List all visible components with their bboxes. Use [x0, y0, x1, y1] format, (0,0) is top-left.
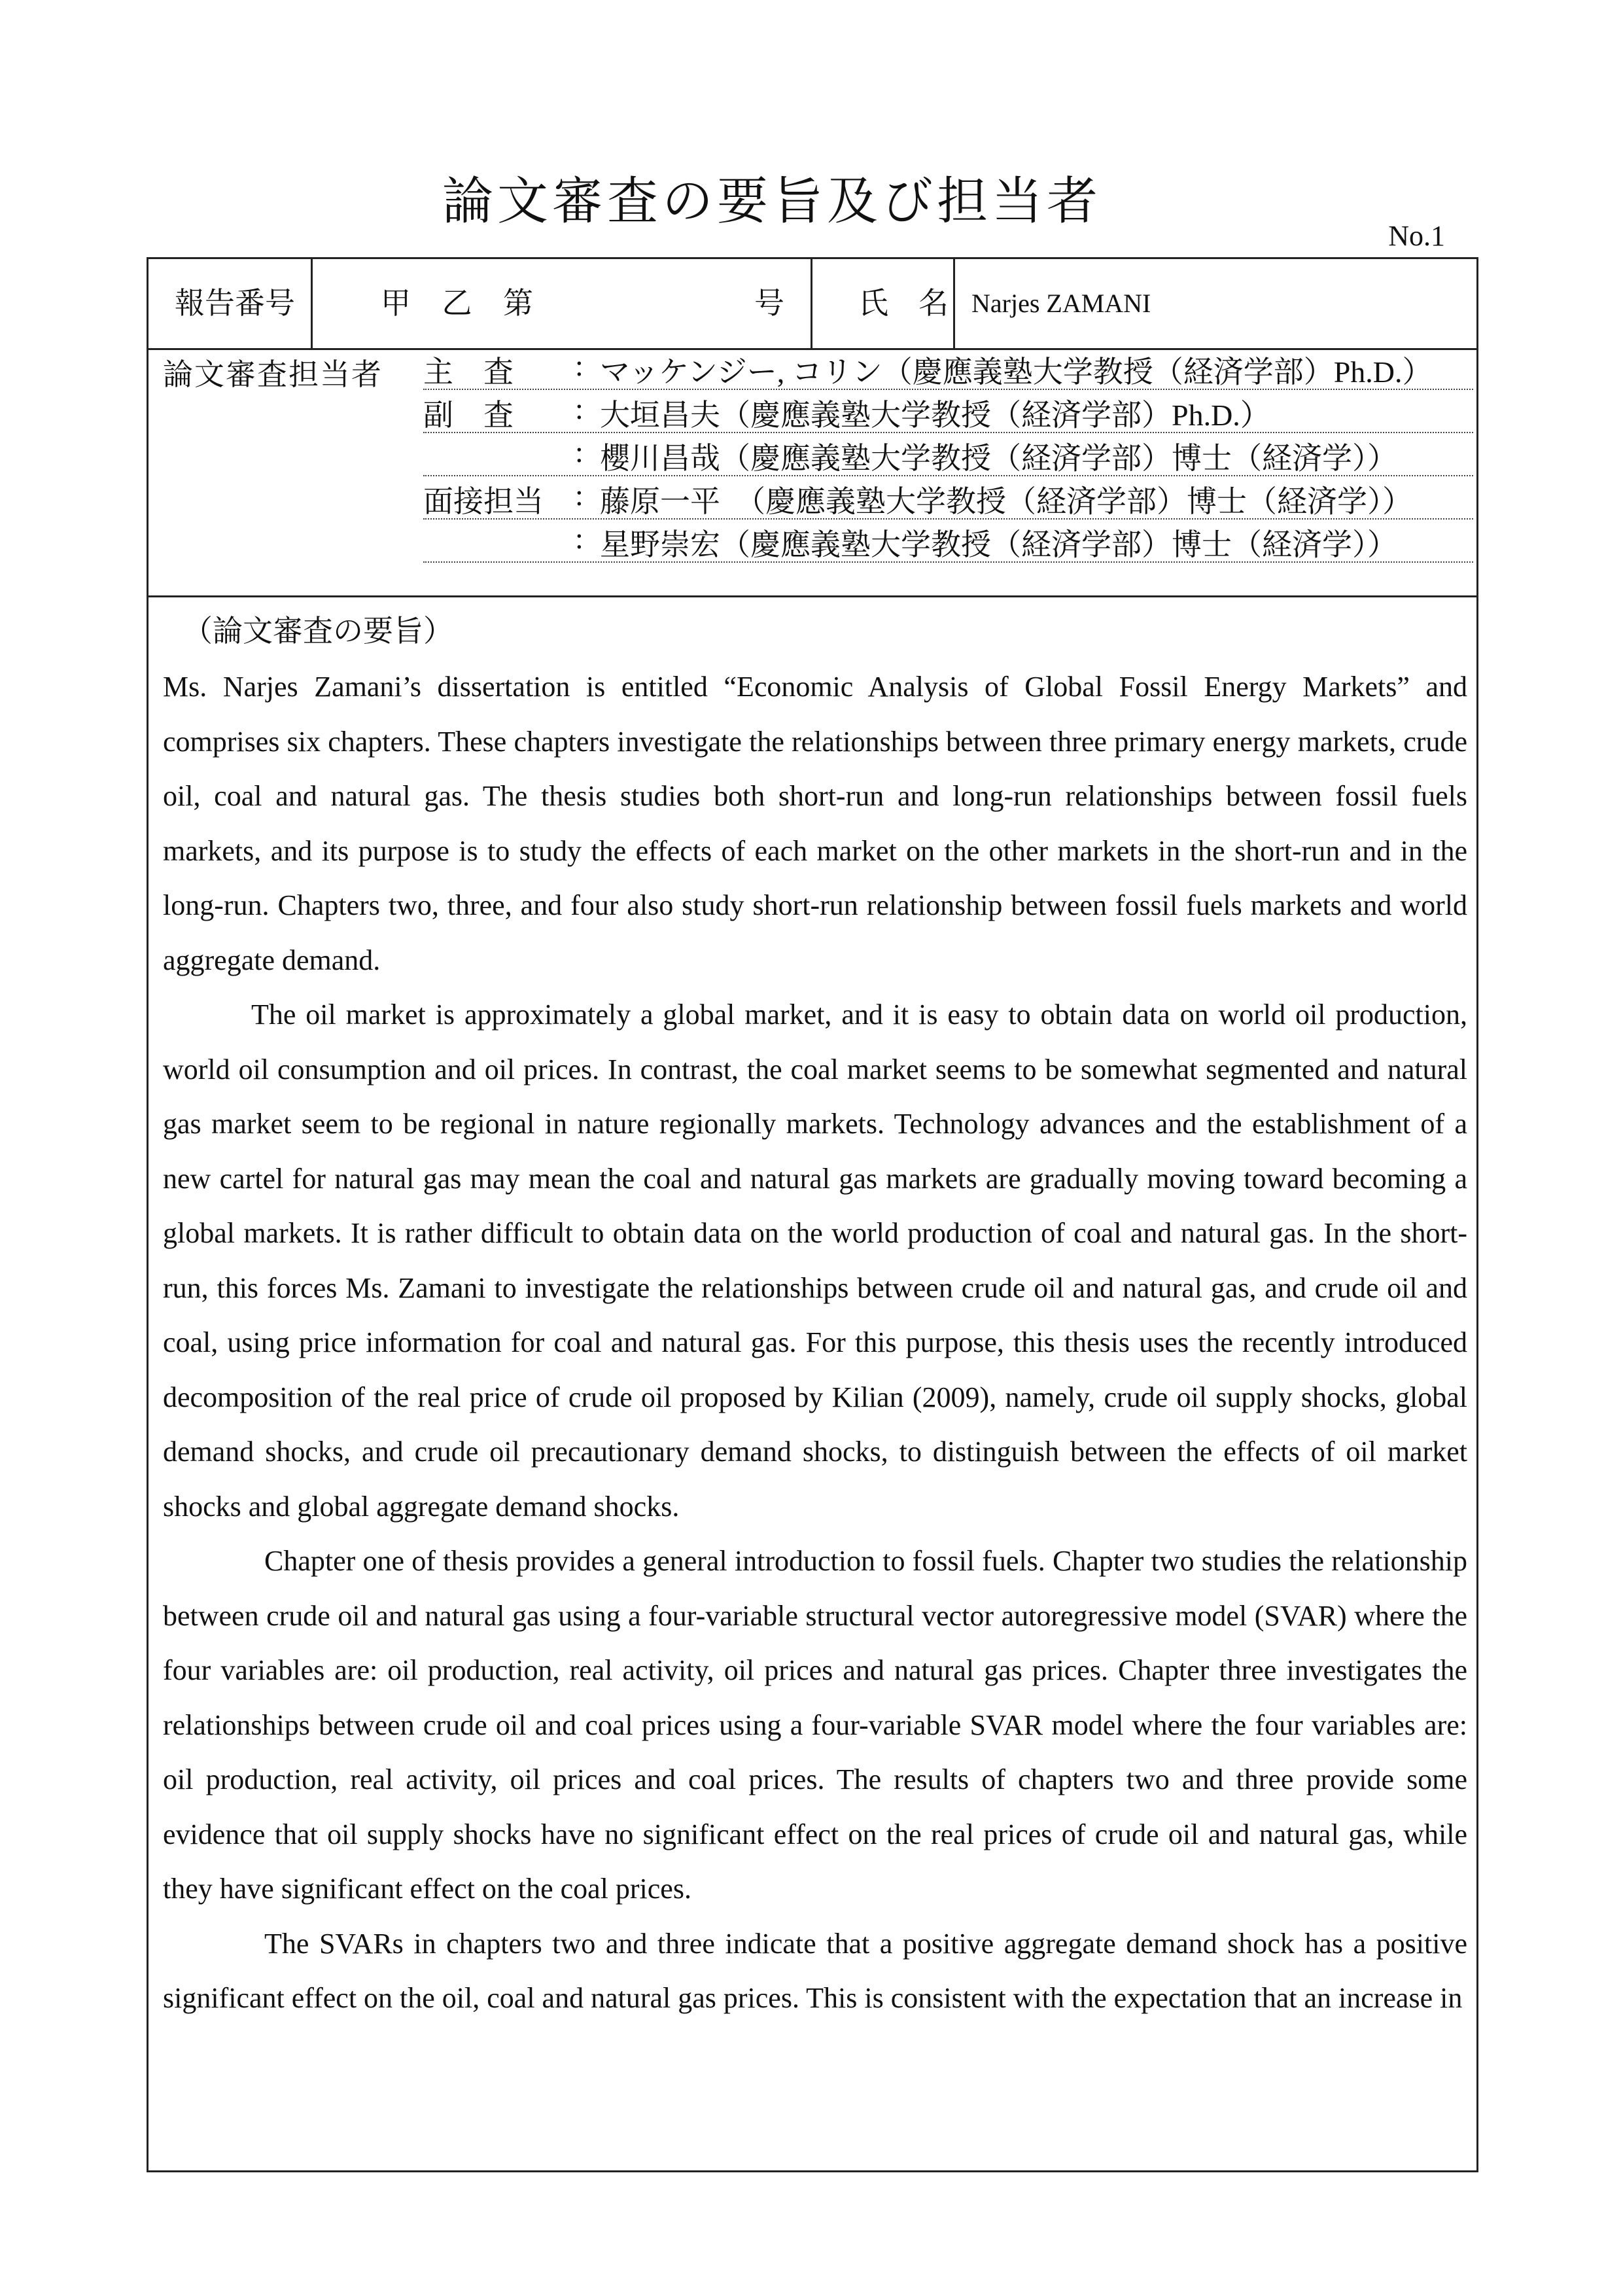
summary-paragraph: The oil market is approximately a global market, and it is easy to obtain data on world oil production, world oil consumption and oil prices. In contrast, the coal market seems to be somewhat segmented and natural gas market seem to be regional in nature regionally markets. Technology advances and the establishment of a new cartel for natural gas may mean the coal and natural gas markets are gradually moving toward becoming a global markets. It is rather difficult to obtain data on the world production of coal and natural gas. In the short-run, this forces Ms. Zamani to investigate the relationships between crude oil and natural gas, and crude oil and coal, using price information for coal and natural gas. For this purpose, this thesis uses the recently introduced decomposition of the real price of crude oil proposed by Kilian (2009), namely, crude oil supply shocks, global demand shocks, and crude oil precautionary demand shocks, to distinguish between the effects of oil market shocks and global aggregate demand shocks.	[163, 998, 1467, 1523]
candidate-name: Narjes ZAMANI	[971, 289, 1151, 318]
divider	[311, 259, 313, 348]
examiner-row: : 櫻川昌哉（慶應義塾大学教授（経済学部）博士（経済学））	[423, 434, 1473, 476]
examiner-name: 櫻川昌哉（慶應義塾大学教授（経済学部）博士（経済学））	[600, 442, 1397, 475]
divider	[953, 259, 955, 348]
name-label: 氏 名	[858, 287, 949, 320]
summary-paragraph: Chapter one of thesis provides a general introduction to fossil fuels. Chapter two studies the relationship between crude oil and natural gas using a four-variable structural vector autoregressive model (SVAR) where the four variables are: oil production, real activity, oil prices and natural gas prices. Chapter three investigates the relationships between crude oil and coal prices using a four-variable SVAR model where the four variables are: oil production, real activity, oil prices and coal prices. The results of chapters two and three provide some evidence that oil supply shocks have no significant effect on the real prices of crude oil and natural gas, while they have significant effect on the coal prices.	[163, 1545, 1467, 1905]
report-number-value: 甲 乙 第 号	[381, 287, 796, 320]
examiner-row: 主 査 : マッケンジー, コリン（慶應義塾大学教授（経済学部）Ph.D.）	[423, 348, 1473, 390]
report-number-label: 報告番号	[175, 287, 295, 320]
examiner-row: : 星野崇宏（慶應義塾大学教授（経済学部）博士（経済学））	[423, 521, 1473, 563]
examiner-role: 面接担当	[423, 485, 544, 518]
examiner-row: 副 査 : 大垣昌夫（慶應義塾大学教授（経済学部）Ph.D.）	[423, 391, 1473, 433]
examiner-name: 星野崇宏（慶應義塾大学教授（経済学部）博士（経済学））	[600, 528, 1397, 561]
examiner-name: マッケンジー, コリン（慶應義塾大学教授（経済学部）Ph.D.）	[600, 355, 1433, 389]
document-number: No.1	[1388, 220, 1445, 252]
summary-paragraph: The SVARs in chapters two and three indicate that a positive aggregate demand shock has a positive significant effect on the oil, coal and natural gas prices. This is consistent with the expectation that an increase in	[163, 1927, 1467, 2014]
review-form	[147, 257, 1478, 2172]
page-title: 論文審査の要旨及び担当者	[442, 173, 1102, 230]
examiner-name: 藤原一平 （慶應義塾大学教授（経済学部）博士（経済学））	[600, 485, 1412, 518]
report-header-row	[148, 259, 1476, 350]
examiner-role: 主 査	[423, 355, 514, 389]
summary-section	[163, 601, 1467, 2026]
examiner-row: 面接担当 : 藤原一平 （慶應義塾大学教授（経済学部）博士（経済学））	[423, 478, 1473, 520]
examiners-heading: 論文審査担当者	[163, 358, 383, 391]
divider	[811, 259, 812, 348]
examiner-role: 副 査	[423, 398, 514, 432]
examiner-name: 大垣昌夫（慶應義塾大学教授（経済学部）Ph.D.）	[600, 398, 1270, 432]
summary-paragraph: Ms. Narjes Zamani’s dissertation is entitled “Economic Analysis of Global Fossil Energy Markets” and comprises six chapters. These chapters investigate the relationships between three primary energy markets, crude oil, coal and natural gas. The thesis studies both short-run and long-run relationships between fossil fuels markets, and its purpose is to study the effects of each market on the other markets in the short-run and in the long-run. Chapters two, three, and four also study short-run relationship between fossil fuels markets and world aggregate demand.	[163, 671, 1467, 976]
examiners-section	[148, 348, 1476, 597]
summary-heading: （論文審査の要旨）	[183, 614, 453, 648]
